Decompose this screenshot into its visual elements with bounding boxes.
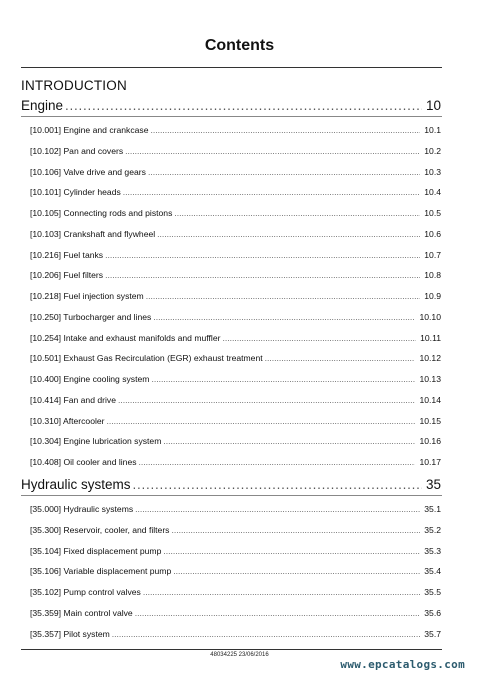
dot-leader bbox=[174, 208, 420, 218]
toc-entry-label: [10.501] Exhaust Gas Recirculation (EGR) exhaust treatment bbox=[30, 353, 263, 364]
toc-entry[interactable] bbox=[30, 312, 441, 322]
toc-entry[interactable] bbox=[30, 416, 441, 426]
section-divider bbox=[21, 116, 442, 117]
toc-entry-label: [35.359] Main control valve bbox=[30, 607, 133, 618]
toc-entry[interactable] bbox=[30, 208, 441, 218]
toc-entry-page-number: 10.9 bbox=[424, 291, 441, 301]
dot-leader bbox=[135, 504, 420, 514]
toc-entry-label: [10.254] Intake and exhaust manifolds and muffler bbox=[30, 332, 221, 343]
toc-entry-label: [10.101] Cylinder heads bbox=[30, 187, 121, 198]
dot-leader bbox=[112, 629, 420, 639]
toc-entry-page-number: 10.14 bbox=[419, 394, 441, 405]
toc-entry[interactable] bbox=[30, 587, 441, 597]
toc-entry[interactable] bbox=[30, 270, 441, 280]
toc-entry-label: [35.106] Variable displacement pump bbox=[30, 566, 172, 577]
toc-entry-page-number: 10.7 bbox=[424, 249, 441, 260]
dot-leader bbox=[135, 608, 421, 618]
toc-entry-page-number: 10.8 bbox=[424, 270, 441, 281]
toc-entry-page-number: 10.5 bbox=[424, 208, 441, 218]
toc-entry-page-number: 10.13 bbox=[419, 374, 441, 384]
dot-leader bbox=[265, 353, 416, 363]
dot-leader bbox=[118, 395, 415, 405]
toc-entry-page-number: 35.2 bbox=[424, 524, 441, 535]
toc-entry-page-number: 10.4 bbox=[424, 187, 441, 198]
toc-entry-label: [10.106] Valve drive and gears bbox=[30, 166, 146, 177]
toc-entry-page-number: 10.6 bbox=[424, 228, 441, 239]
toc-entry[interactable] bbox=[30, 608, 441, 618]
toc-entry-label: [10.206] Fuel filters bbox=[30, 270, 104, 281]
toc-section-page-number: 10 bbox=[425, 98, 441, 113]
toc-entry-label: [10.250] Turbocharger and lines bbox=[30, 311, 152, 322]
toc-entry-page-number: 10.2 bbox=[424, 145, 441, 156]
toc-entry[interactable] bbox=[30, 546, 441, 556]
toc-entry[interactable] bbox=[30, 457, 441, 467]
toc-entry-label: [10.001] Engine and crankcase bbox=[30, 125, 149, 135]
dot-leader bbox=[222, 333, 416, 343]
toc-entry-label: [35.300] Reservoir, cooler, and filters bbox=[30, 524, 170, 535]
toc-entry-label: [35.102] Pump control valves bbox=[30, 587, 141, 597]
toc-entry-label: [10.105] Connecting rods and pistons bbox=[30, 208, 173, 218]
dot-leader bbox=[153, 312, 415, 322]
dot-leader bbox=[171, 525, 420, 535]
toc-entry-page-number: 10.16 bbox=[419, 436, 441, 447]
toc-section[interactable] bbox=[21, 98, 441, 113]
dot-leader bbox=[105, 250, 420, 260]
introduction-heading[interactable]: INTRODUCTION bbox=[21, 78, 127, 93]
toc-entry[interactable] bbox=[30, 525, 441, 535]
dot-leader bbox=[157, 229, 420, 239]
dot-leader bbox=[148, 167, 420, 177]
toc-entry-page-number: 35.5 bbox=[424, 587, 441, 597]
dot-leader bbox=[151, 374, 415, 384]
toc-entry-page-number: 10.1 bbox=[424, 125, 441, 135]
dot-leader bbox=[107, 416, 416, 426]
toc-section-label: Engine bbox=[21, 98, 64, 113]
dot-leader bbox=[105, 270, 420, 280]
dot-leader bbox=[133, 477, 422, 492]
dot-leader bbox=[173, 566, 420, 576]
toc-entry-label: [10.102] Pan and covers bbox=[30, 145, 124, 156]
dot-leader bbox=[125, 146, 420, 156]
toc-entry-page-number: 35.4 bbox=[424, 566, 441, 577]
toc-entry-page-number: 10.3 bbox=[424, 166, 441, 177]
toc-entry-page-number: 10.12 bbox=[419, 353, 441, 364]
dot-leader bbox=[163, 546, 420, 556]
toc-entry-label: [10.216] Fuel tanks bbox=[30, 249, 104, 260]
toc-entry[interactable] bbox=[30, 146, 441, 156]
toc-entry-page-number: 10.10 bbox=[419, 311, 441, 322]
watermark: www.epcatalogs.com bbox=[340, 658, 465, 671]
toc-entry[interactable] bbox=[30, 436, 441, 446]
toc-entry[interactable] bbox=[30, 395, 441, 405]
dot-leader bbox=[151, 125, 421, 135]
toc-entry[interactable] bbox=[30, 629, 441, 639]
toc-entry-page-number: 35.1 bbox=[424, 504, 441, 514]
toc-section-page-number: 35 bbox=[425, 477, 441, 492]
toc-entry[interactable] bbox=[30, 374, 441, 384]
toc-section[interactable] bbox=[21, 477, 441, 492]
dot-leader bbox=[123, 187, 420, 197]
dot-leader bbox=[143, 587, 420, 597]
toc-entry[interactable] bbox=[30, 353, 441, 363]
toc-entry-label: [35.000] Hydraulic systems bbox=[30, 504, 134, 514]
dot-leader bbox=[146, 291, 421, 301]
toc-section-label: Hydraulic systems bbox=[21, 477, 131, 492]
dot-leader bbox=[139, 457, 416, 467]
toc-entry-page-number: 35.3 bbox=[424, 545, 441, 556]
toc-entry[interactable] bbox=[30, 291, 441, 301]
toc-entry-page-number: 10.15 bbox=[419, 415, 441, 426]
toc-entry[interactable] bbox=[30, 187, 441, 197]
toc-entry-label: [10.218] Fuel injection system bbox=[30, 291, 144, 301]
page-title: Contents bbox=[204, 37, 275, 54]
toc-entry-label: [10.400] Engine cooling system bbox=[30, 374, 150, 384]
toc-entry-label: [35.357] Pilot system bbox=[30, 628, 110, 639]
toc-entry-label: [10.408] Oil cooler and lines bbox=[30, 457, 137, 467]
toc-entry[interactable] bbox=[30, 333, 441, 343]
toc-entry-page-number: 10.17 bbox=[419, 457, 441, 467]
toc-entry-label: [10.103] Crankshaft and flywheel bbox=[30, 228, 156, 239]
toc-entry-label: [10.414] Fan and drive bbox=[30, 394, 116, 405]
dot-leader bbox=[163, 436, 415, 446]
document-code: 48034225 23/06/2016 bbox=[210, 652, 269, 658]
toc-entry-label: [10.304] Engine lubrication system bbox=[30, 436, 162, 447]
toc-entry[interactable] bbox=[30, 504, 441, 514]
section-divider bbox=[21, 495, 442, 496]
dot-leader bbox=[65, 98, 422, 113]
toc-entry-page-number: 35.6 bbox=[424, 607, 441, 618]
toc-entry-page-number: 35.7 bbox=[424, 628, 441, 639]
toc-entry[interactable] bbox=[30, 167, 441, 177]
toc-entry[interactable] bbox=[30, 229, 441, 239]
toc-entry[interactable] bbox=[30, 566, 441, 576]
toc-entry-label: [35.104] Fixed displacement pump bbox=[30, 545, 162, 556]
toc-entry-label: [10.310] Aftercooler bbox=[30, 415, 105, 426]
toc-entry[interactable] bbox=[30, 125, 441, 135]
title-divider bbox=[21, 67, 442, 68]
toc-entry[interactable] bbox=[30, 250, 441, 260]
toc-entry-page-number: 10.11 bbox=[420, 332, 441, 343]
footer-divider bbox=[21, 649, 442, 650]
